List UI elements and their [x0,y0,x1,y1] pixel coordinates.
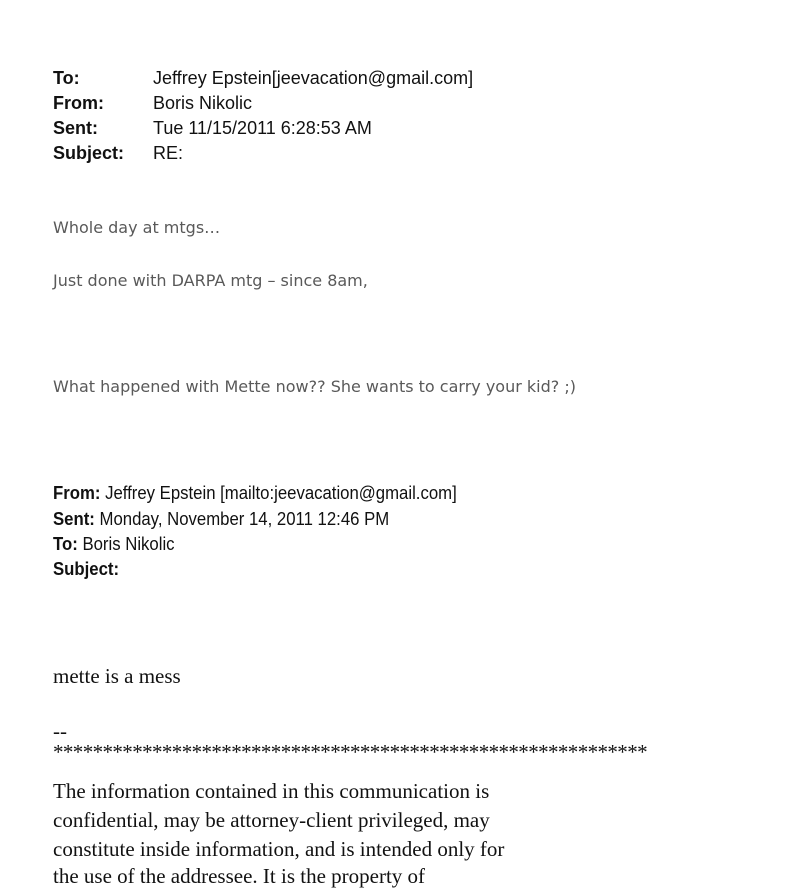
disclaimer-line-1: The information contained in this communication is [53,779,490,803]
disclaimer-line-4: the use of the addressee. It is the property of [53,864,426,888]
fwd-to-row [53,532,175,556]
disclaimer-line-3: constitute inside information, and is intended only for [53,837,505,861]
fwd-from-value: Jeffrey Epstein [mailto:jeevacation@gmail.com] [100,483,457,503]
fwd-sent-row [53,507,389,531]
sent-label: Sent: [53,118,98,138]
fwd-sent-label: Sent: [53,509,95,529]
to-label: To: [53,68,80,88]
fwd-subject-row [53,557,119,581]
sent-value: Tue 11/15/2011 6:28:53 AM [153,118,372,138]
to-value: Jeffrey Epstein[jeevacation@gmail.com] [153,68,474,88]
fwd-sent-value: Monday, November 14, 2011 12:46 PM [94,509,390,529]
original-message: mette is a mess [53,664,181,688]
star-divider: ************************************************************ [53,740,648,764]
disclaimer-line-2: confidential, may be attorney-client privileged, may [53,808,490,832]
reply-line-3: What happened with Mette now?? She wants to carry your kid? ;) [53,377,576,396]
fwd-to-value: Boris Nikolic [77,534,175,554]
fwd-subject-label: Subject: [53,559,120,579]
from-label: From: [53,93,104,113]
subject-label: Subject: [53,143,125,163]
subject-value: RE: [153,143,184,163]
reply-line-2: Just done with DARPA mtg – since 8am, [53,271,368,290]
fwd-from-row [53,481,457,505]
fwd-from-label: From: [53,483,101,503]
fwd-to-label: To: [53,534,78,554]
signature-separator: -- [53,719,67,743]
reply-line-1: Whole day at mtgs… [53,218,221,237]
from-value: Boris Nikolic [153,93,253,113]
